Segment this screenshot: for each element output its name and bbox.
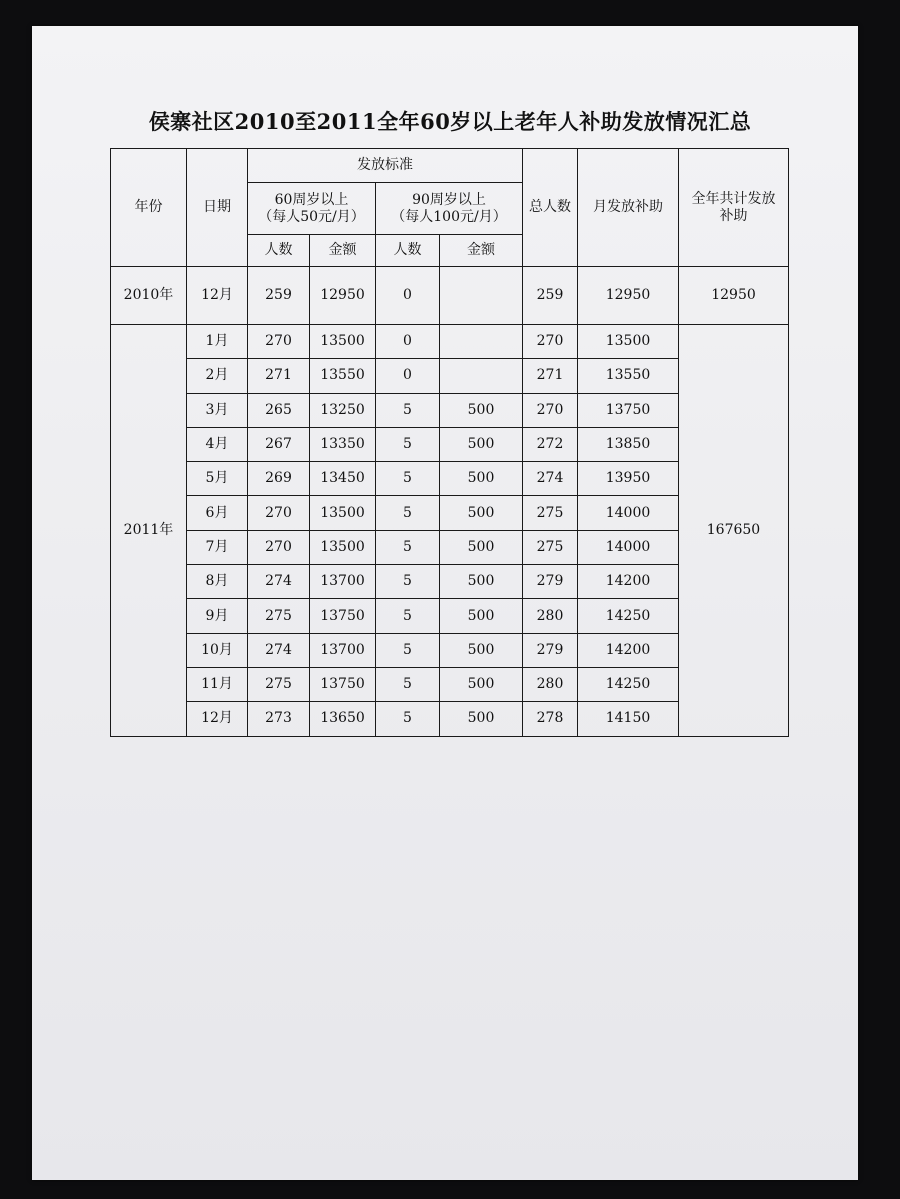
header-age90-line2: （每人100元/月） — [391, 208, 507, 225]
cell-month: 3月 — [187, 393, 248, 427]
cell-amount-90: 500 — [440, 667, 523, 701]
header-row-1 — [111, 149, 789, 183]
cell-people-90: 5 — [376, 667, 440, 701]
cell-monthly-subsidy: 14000 — [578, 530, 679, 564]
subsidy-summary-table — [110, 148, 789, 737]
cell-people-90: 5 — [376, 393, 440, 427]
cell-amount-90 — [440, 325, 523, 359]
cell-amount-90: 500 — [440, 599, 523, 633]
cell-amount-60: 13700 — [310, 565, 376, 599]
cell-month: 11月 — [187, 667, 248, 701]
cell-monthly-subsidy: 12950 — [578, 267, 679, 325]
cell-total-people: 271 — [523, 359, 578, 393]
header-annual-total — [679, 149, 789, 267]
cell-people-60: 275 — [248, 667, 310, 701]
header-age90 — [376, 183, 523, 235]
cell-total-people: 280 — [523, 599, 578, 633]
cell-people-90: 5 — [376, 633, 440, 667]
cell-month: 7月 — [187, 530, 248, 564]
cell-month: 12月 — [187, 702, 248, 736]
header-year: 年份 — [111, 149, 187, 267]
cell-monthly-subsidy: 13950 — [578, 462, 679, 496]
cell-people-60: 259 — [248, 267, 310, 325]
cell-year-2010: 2010年 — [111, 267, 187, 325]
header-age60 — [248, 183, 376, 235]
cell-amount-60: 13650 — [310, 702, 376, 736]
cell-total-people: 275 — [523, 496, 578, 530]
cell-annual-2010: 12950 — [679, 267, 789, 325]
cell-amount-90: 500 — [440, 633, 523, 667]
cell-people-90: 5 — [376, 530, 440, 564]
header-standard: 发放标准 — [248, 149, 523, 183]
cell-month: 9月 — [187, 599, 248, 633]
cell-year-2011: 2011年 — [111, 325, 187, 737]
cell-total-people: 272 — [523, 427, 578, 461]
cell-people-60: 275 — [248, 599, 310, 633]
cell-monthly-subsidy: 14250 — [578, 667, 679, 701]
cell-people-90: 5 — [376, 462, 440, 496]
cell-monthly-subsidy: 14150 — [578, 702, 679, 736]
header-annual-total-line1: 全年共计发放 — [691, 190, 776, 207]
document-title: 侯寨社区2010至2011全年60岁以上老年人补助发放情况汇总 — [148, 109, 752, 134]
cell-monthly-subsidy: 14200 — [578, 633, 679, 667]
cell-month: 6月 — [187, 496, 248, 530]
cell-amount-90: 500 — [440, 462, 523, 496]
cell-amount-90: 500 — [440, 496, 523, 530]
cell-people-90: 0 — [376, 359, 440, 393]
cell-total-people: 275 — [523, 530, 578, 564]
header-date: 日期 — [187, 149, 248, 267]
cell-monthly-subsidy: 13850 — [578, 427, 679, 461]
cell-monthly-subsidy: 14200 — [578, 565, 679, 599]
cell-total-people: 270 — [523, 325, 578, 359]
cell-people-60: 270 — [248, 496, 310, 530]
cell-amount-90 — [440, 267, 523, 325]
cell-people-60: 265 — [248, 393, 310, 427]
cell-amount-90: 500 — [440, 530, 523, 564]
table-row-2010 — [111, 267, 789, 325]
cell-month: 2月 — [187, 359, 248, 393]
header-annual-total-line2: 补助 — [719, 207, 748, 224]
cell-monthly-subsidy: 13550 — [578, 359, 679, 393]
header-total-people: 总人数 — [523, 149, 578, 267]
cell-total-people: 280 — [523, 667, 578, 701]
cell-people-90: 5 — [376, 702, 440, 736]
cell-amount-60: 13350 — [310, 427, 376, 461]
cell-amount-90: 500 — [440, 427, 523, 461]
cell-people-60: 270 — [248, 530, 310, 564]
header-people-90: 人数 — [376, 235, 440, 267]
cell-people-60: 274 — [248, 565, 310, 599]
cell-total-people: 279 — [523, 633, 578, 667]
cell-monthly-subsidy: 13500 — [578, 325, 679, 359]
cell-amount-60: 13700 — [310, 633, 376, 667]
cell-people-60: 274 — [248, 633, 310, 667]
header-age60-line1: 60周岁以上 — [274, 191, 349, 208]
table-row — [111, 325, 789, 359]
cell-monthly-subsidy: 13750 — [578, 393, 679, 427]
header-monthly-subsidy: 月发放补助 — [578, 149, 679, 267]
cell-total-people: 278 — [523, 702, 578, 736]
cell-annual-2011: 167650 — [679, 325, 789, 737]
cell-month: 1月 — [187, 325, 248, 359]
cell-month: 5月 — [187, 462, 248, 496]
cell-total-people: 270 — [523, 393, 578, 427]
cell-total-people: 259 — [523, 267, 578, 325]
cell-amount-60: 13750 — [310, 599, 376, 633]
cell-amount-60: 13450 — [310, 462, 376, 496]
cell-month: 8月 — [187, 565, 248, 599]
cell-month: 12月 — [187, 267, 248, 325]
cell-amount-60: 13550 — [310, 359, 376, 393]
cell-people-60: 267 — [248, 427, 310, 461]
cell-amount-60: 13500 — [310, 496, 376, 530]
cell-amount-60: 13250 — [310, 393, 376, 427]
cell-monthly-subsidy: 14000 — [578, 496, 679, 530]
cell-month: 10月 — [187, 633, 248, 667]
header-age90-line1: 90周岁以上 — [412, 191, 486, 208]
cell-amount-60: 12950 — [310, 267, 376, 325]
header-age60-line2: （每人50元/月） — [258, 208, 365, 225]
cell-month: 4月 — [187, 427, 248, 461]
cell-amount-60: 13750 — [310, 667, 376, 701]
cell-people-90: 5 — [376, 427, 440, 461]
cell-people-60: 270 — [248, 325, 310, 359]
header-amount-90: 金额 — [440, 235, 523, 267]
cell-amount-90 — [440, 359, 523, 393]
cell-people-90: 5 — [376, 599, 440, 633]
cell-people-90: 0 — [376, 267, 440, 325]
cell-people-90: 5 — [376, 565, 440, 599]
cell-monthly-subsidy: 14250 — [578, 599, 679, 633]
cell-amount-90: 500 — [440, 702, 523, 736]
cell-amount-60: 13500 — [310, 325, 376, 359]
header-amount-60: 金额 — [310, 235, 376, 267]
cell-amount-90: 500 — [440, 393, 523, 427]
cell-people-60: 271 — [248, 359, 310, 393]
cell-people-90: 0 — [376, 325, 440, 359]
cell-people-60: 273 — [248, 702, 310, 736]
cell-people-90: 5 — [376, 496, 440, 530]
cell-people-60: 269 — [248, 462, 310, 496]
cell-amount-60: 13500 — [310, 530, 376, 564]
cell-total-people: 279 — [523, 565, 578, 599]
cell-amount-90: 500 — [440, 565, 523, 599]
cell-total-people: 274 — [523, 462, 578, 496]
header-people-60: 人数 — [248, 235, 310, 267]
